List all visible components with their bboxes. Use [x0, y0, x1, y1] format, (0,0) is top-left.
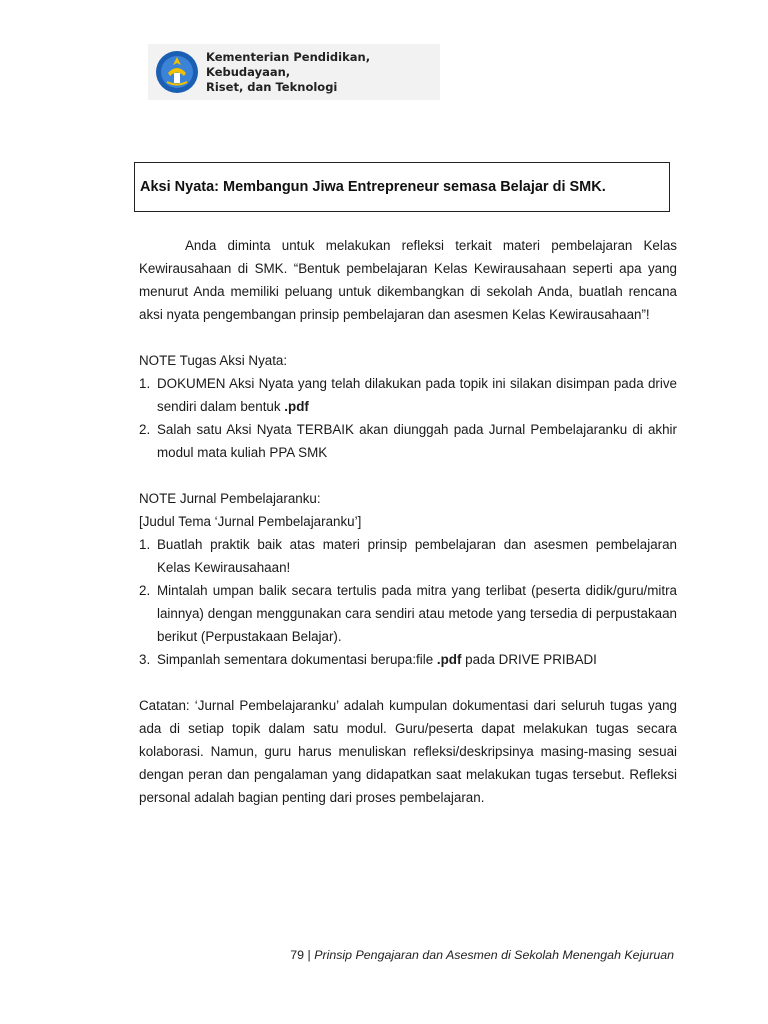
ministry-name-line1: Kementerian Pendidikan, Kebudayaan, — [206, 49, 371, 79]
title-box — [134, 162, 670, 212]
list-item-text: Mintalah umpan balik secara tertulis pada mitra yang terlibat (peserta didik/guru/mitra lainnya) dengan menggunakan cara sendiri atau metode yang tersedia di perpustakaan berikut (Perpustakaan Belajar). — [157, 583, 677, 644]
book-title: Prinsip Pengajaran dan Asesmen di Sekolah Menengah Kejuruan — [314, 948, 674, 962]
list-item — [139, 418, 677, 464]
ministry-name-line2: Riset, dan Teknologi — [206, 79, 338, 94]
document-body — [139, 234, 677, 809]
list-item-bold: .pdf — [436, 652, 462, 667]
list-number: 1. — [139, 537, 151, 552]
list-item — [139, 533, 677, 579]
catatan-paragraph: Catatan: ‘Jurnal Pembelajaranku’ adalah kumpulan dokumentasi dari seluruh tugas yang ada di setiap topik dalam satu modul. Guru/peserta dapat melakukan tugas secara kolaborasi. Namun, guru harus menuliskan refleksi/deskripsinya masing-masing sesuai dengan peran dan pengalaman yang didapatkan saat melakukan tugas tersebut. Refleksi personal adalah bagian penting dari proses pembelajaran. — [139, 698, 677, 805]
list-item-text: Buatlah praktik baik atas materi prinsip pembelajaran dan asesmen pembelajaran Kelas Kewirausahaan! — [157, 537, 677, 575]
page-number: 79 — [290, 948, 305, 962]
note-tugas-heading: NOTE Tugas Aksi Nyata: — [139, 353, 288, 368]
list-item — [139, 648, 677, 671]
list-number: 2. — [139, 422, 151, 437]
intro-paragraph: Anda diminta untuk melakukan refleksi terkait materi pembelajaran Kelas Kewirausahaan di SMK. “Bentuk pembelajaran Kelas Kewirausahaan seperti apa yang menurut Anda memiliki peluang untuk dikembangkan di sekolah Anda, buatlah rencana aksi nyata pengembangan prinsip pembelajaran dan asesmen Kelas Kewirausahaan”! — [139, 238, 677, 322]
footer-separator: | — [307, 948, 311, 962]
list-item-text: Simpanlah sementara dokumentasi berupa:file — [157, 652, 437, 667]
list-item-text: DOKUMEN Aksi Nyata yang telah dilakukan pada topik ini silakan disimpan pada drive sendiri dalam bentuk — [157, 376, 677, 414]
page-footer — [290, 948, 674, 962]
note-tugas-list — [139, 372, 677, 464]
list-item-text-after: pada DRIVE PRIBADI — [461, 652, 597, 667]
note-jurnal-list — [139, 533, 677, 671]
note-jurnal-heading: NOTE Jurnal Pembelajaranku: — [139, 491, 321, 506]
list-item — [139, 579, 677, 648]
list-number: 3. — [139, 652, 151, 667]
list-number: 2. — [139, 583, 151, 598]
page-title: Aksi Nyata: Membangun Jiwa Entrepreneur semasa Belajar di SMK. — [140, 179, 606, 195]
note-jurnal-subheading: [Judul Tema ‘Jurnal Pembelajaranku’] — [139, 514, 362, 529]
list-number: 1. — [139, 376, 151, 391]
list-item — [139, 372, 677, 418]
list-item-bold: .pdf — [284, 399, 309, 414]
ministry-name — [206, 50, 426, 95]
ministry-header — [148, 44, 440, 100]
list-item-text: Salah satu Aksi Nyata TERBAIK akan diunggah pada Jurnal Pembelajaranku di akhir modul mata kuliah PPA SMK — [157, 422, 677, 460]
tut-wuri-handayani-emblem-icon — [154, 49, 200, 95]
